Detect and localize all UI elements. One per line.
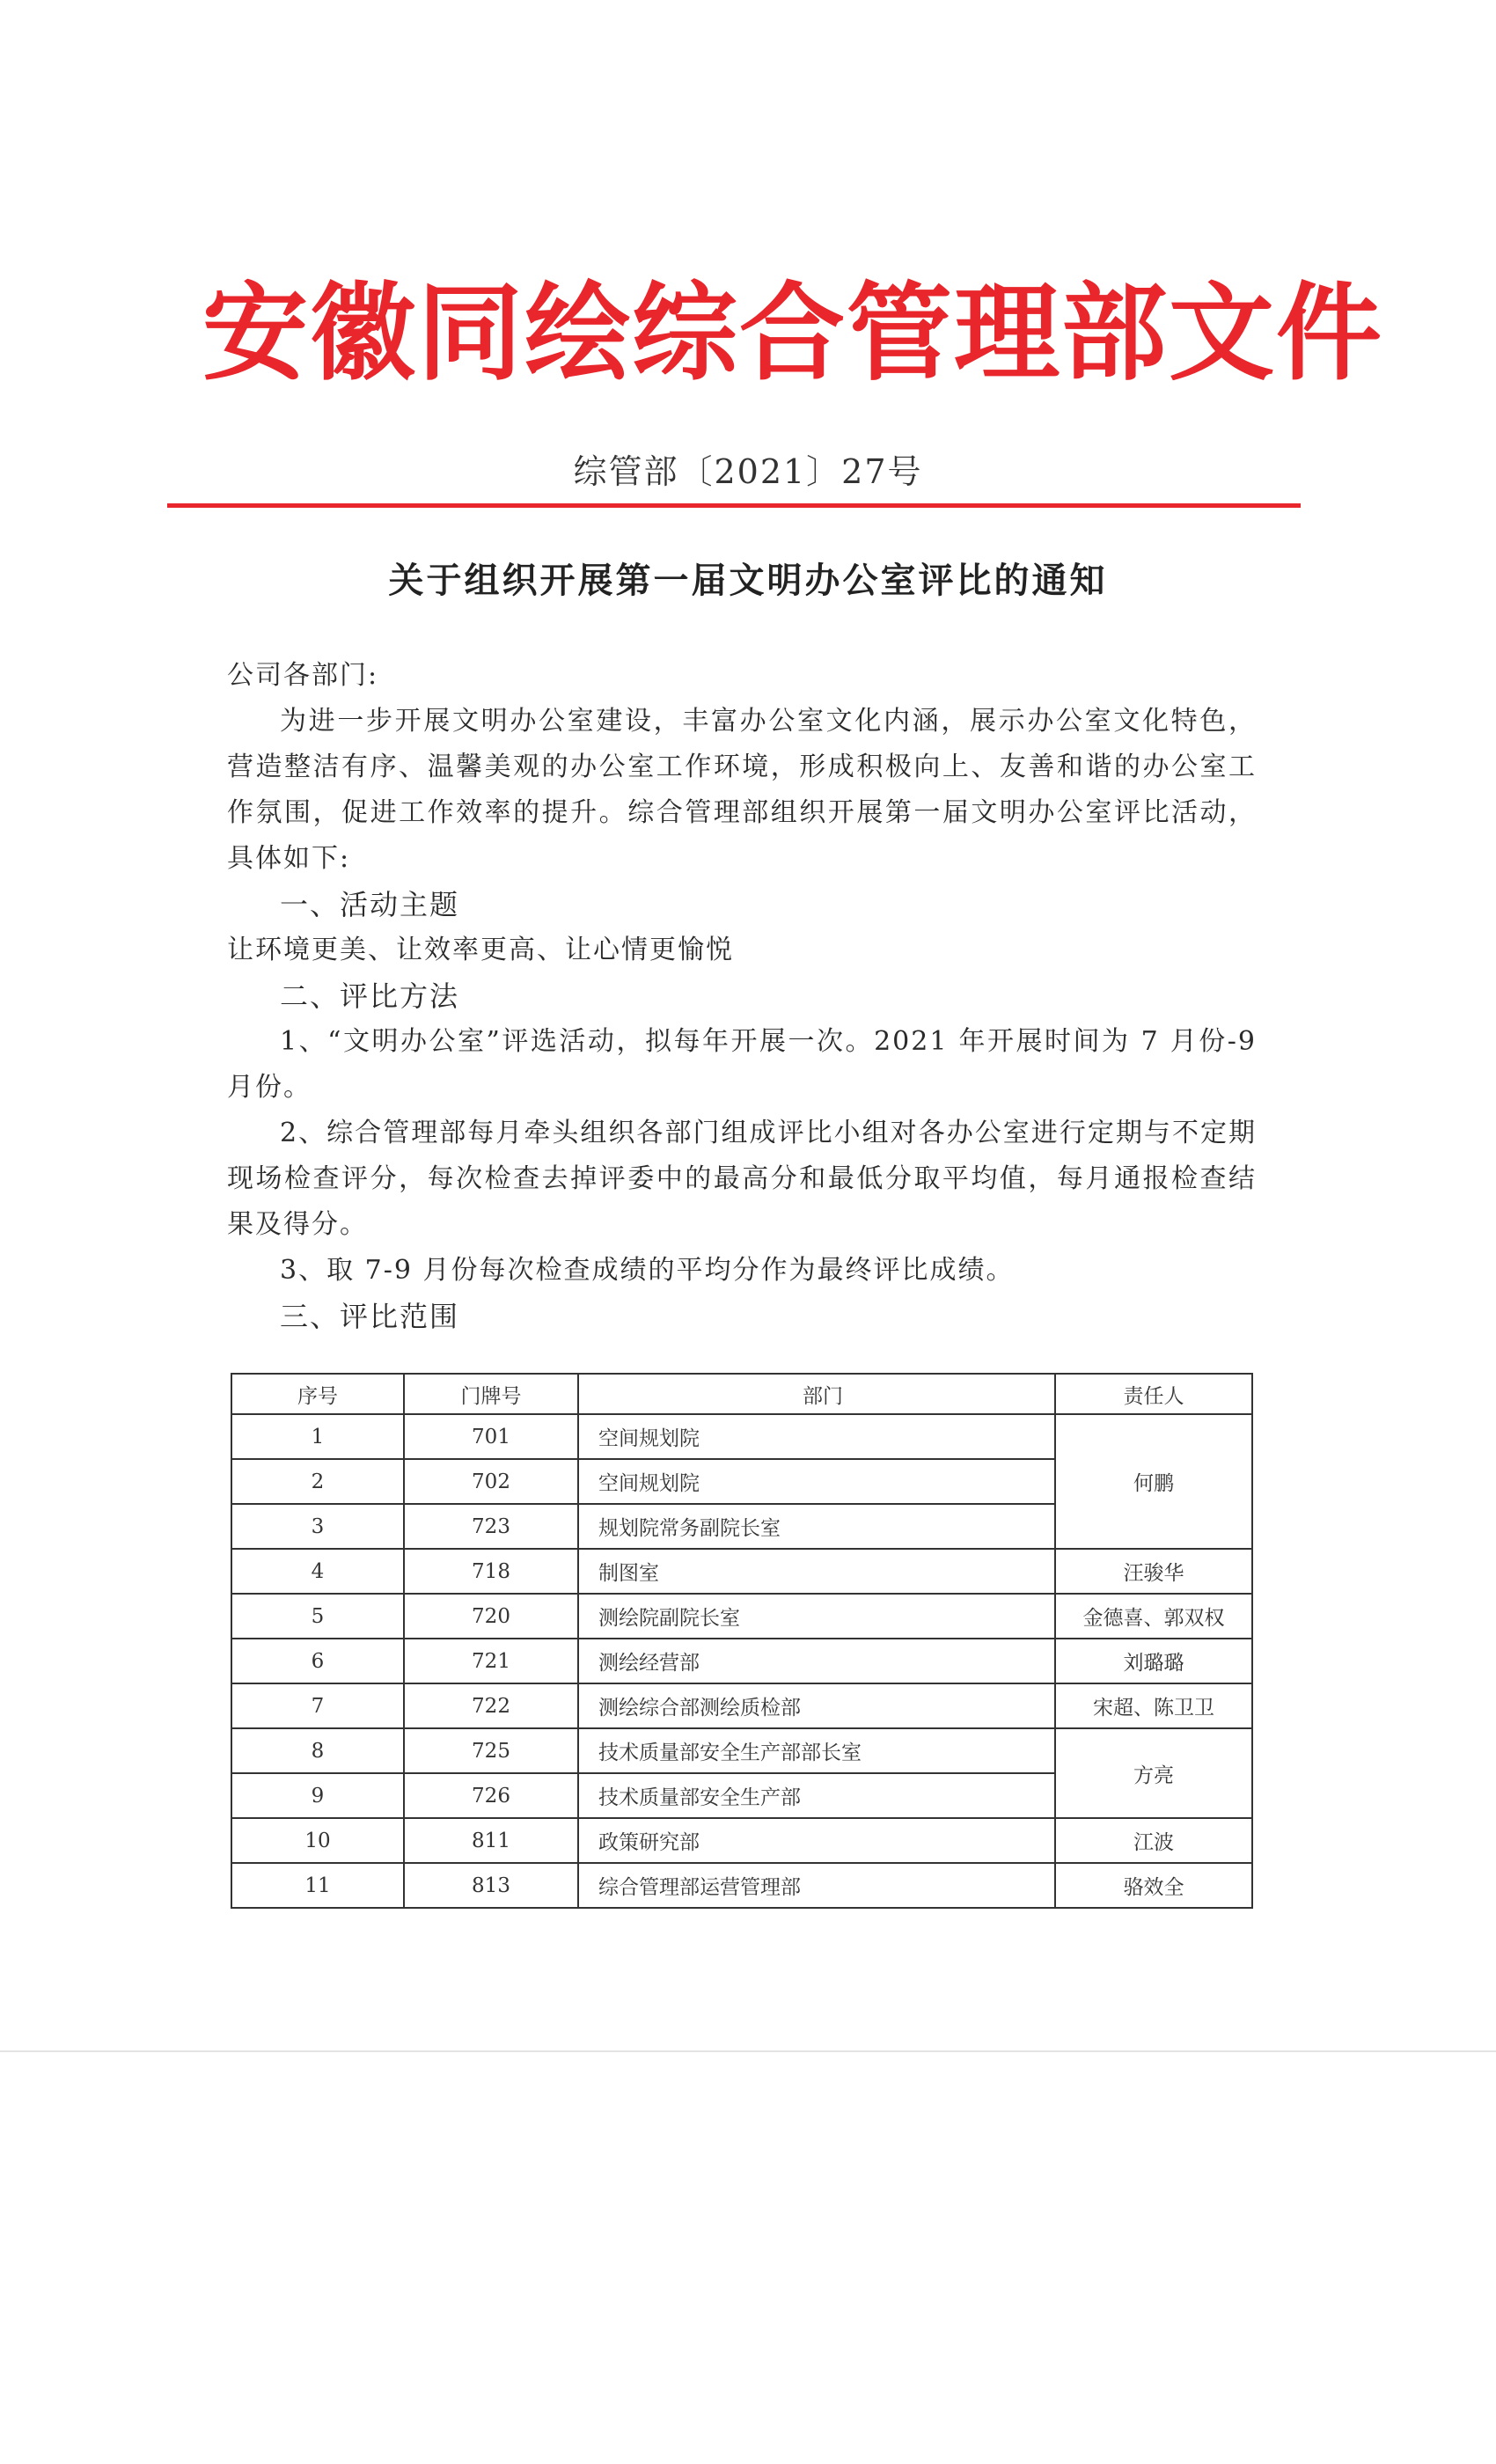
header-index: 序号 (231, 1374, 404, 1414)
cell-room: 702 (404, 1459, 578, 1504)
cell-index: 3 (231, 1504, 404, 1549)
cell-index: 5 (231, 1594, 404, 1639)
section-3-title: 三、评比范围 (280, 1300, 460, 1333)
cell-person: 方亮 (1055, 1728, 1252, 1818)
table-header-row (231, 1374, 1252, 1414)
table-row (231, 1549, 1252, 1594)
section-2-title: 二、评比方法 (280, 979, 460, 1013)
cell-dept: 技术质量部安全生产部 (578, 1773, 1055, 1818)
cell-room: 726 (404, 1773, 578, 1818)
cell-room: 813 (404, 1863, 578, 1908)
header-room: 门牌号 (404, 1374, 578, 1414)
cell-dept: 制图室 (578, 1549, 1055, 1594)
cell-person: 金德喜、郭双权 (1055, 1594, 1252, 1639)
header-person: 责任人 (1055, 1374, 1252, 1414)
cell-index: 4 (231, 1549, 404, 1594)
cell-person: 刘璐璐 (1055, 1639, 1252, 1683)
cell-index: 9 (231, 1773, 404, 1818)
cell-room: 722 (404, 1683, 578, 1728)
cell-room: 725 (404, 1728, 578, 1773)
notice-body (227, 653, 1257, 1339)
cell-index: 11 (231, 1863, 404, 1908)
salutation: 公司各部门: (227, 660, 379, 691)
cell-dept: 空间规划院 (578, 1459, 1055, 1504)
cell-index: 6 (231, 1639, 404, 1683)
cell-person: 何鹏 (1055, 1414, 1252, 1549)
cell-dept: 测绘综合部测绘质检部 (578, 1683, 1055, 1728)
cell-index: 7 (231, 1683, 404, 1728)
cell-room: 721 (404, 1639, 578, 1683)
red-divider-line (167, 503, 1301, 508)
cell-index: 8 (231, 1728, 404, 1773)
table-row (231, 1639, 1252, 1683)
method-3-paragraph: 3、取 7-9 月份每次检查成绩的平均分作为最终评比成绩。 (280, 1255, 1015, 1286)
cell-person: 江波 (1055, 1818, 1252, 1863)
table-row (231, 1728, 1252, 1773)
cell-person: 骆效全 (1055, 1863, 1252, 1908)
document-number: 综管部〔2021〕27号 (573, 452, 923, 491)
section-1-text: 让环境更美、让效率更高、让心情更愉悦 (227, 935, 734, 965)
scope-table (231, 1373, 1253, 1909)
intro-paragraph: 为进一步开展文明办公室建设，丰富办公室文化内涵，展示办公室文化特色，营造整洁有序、温馨美观的办公室工作环境，形成积极向上、友善和谐的办公室工作氛围，促进工作效率的提升。综合管理部组织开展第一届文明办公室评比活动，具体如下: (227, 706, 1257, 874)
cell-dept: 技术质量部安全生产部部长室 (578, 1728, 1055, 1773)
cell-person: 宋超、陈卫卫 (1055, 1683, 1252, 1728)
cell-dept: 政策研究部 (578, 1818, 1055, 1863)
method-1-paragraph: 1、“文明办公室”评选活动，拟每年开展一次。2021 年开展时间为 7 月份-9 月份。 (227, 1026, 1257, 1103)
notice-title: 关于组织开展第一届文明办公室评比的通知 (388, 561, 1108, 601)
table-row (231, 1683, 1252, 1728)
cell-dept: 规划院常务副院长室 (578, 1504, 1055, 1549)
table-row (231, 1863, 1252, 1908)
cell-dept: 测绘院副院长室 (578, 1594, 1055, 1639)
cell-dept: 测绘经营部 (578, 1639, 1055, 1683)
cell-room: 720 (404, 1594, 578, 1639)
section-1-title: 一、活动主题 (280, 888, 460, 921)
cell-dept: 空间规划院 (578, 1414, 1055, 1459)
header-dept: 部门 (578, 1374, 1055, 1414)
cell-index: 2 (231, 1459, 404, 1504)
table-row (231, 1594, 1252, 1639)
cell-room: 811 (404, 1818, 578, 1863)
cell-room: 723 (404, 1504, 578, 1549)
cell-room: 701 (404, 1414, 578, 1459)
cell-index: 10 (231, 1818, 404, 1863)
cell-index: 1 (231, 1414, 404, 1459)
cell-room: 718 (404, 1549, 578, 1594)
cell-person: 汪骏华 (1055, 1549, 1252, 1594)
method-2-paragraph: 2、综合管理部每月牵头组织各部门组成评比小组对各办公室进行定期与不定期现场检查评分，每次检查去掉评委中的最高分和最低分取平均值，每月通报检查结果及得分。 (227, 1118, 1257, 1240)
table-row (231, 1818, 1252, 1863)
cell-dept: 综合管理部运营管理部 (578, 1863, 1055, 1908)
document-header-title: 安徽同绘综合管理部文件 (202, 273, 1383, 395)
scan-edge-line (0, 2050, 1496, 2052)
table-row (231, 1414, 1252, 1459)
